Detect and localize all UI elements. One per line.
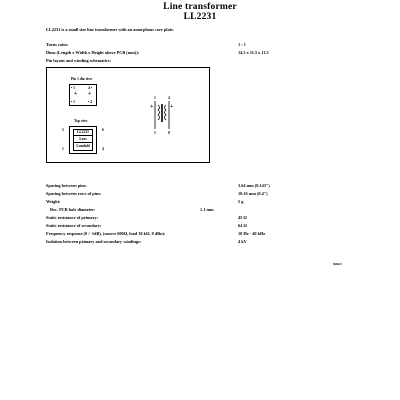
spec-label-res-primary: Static resistance of primary: — [46, 215, 99, 220]
spec-value-weight: 5 g — [238, 199, 244, 204]
spec-value-row-spacing: 10.16 mm (0.4") — [238, 191, 268, 196]
pcb-pin-tr: 4 • — [88, 86, 92, 90]
top-pin-bl: 1 — [62, 147, 64, 151]
spec-label-turns: Turns ratio: — [46, 42, 69, 47]
spec-value-dims: 14.5 x 11.5 x 11.5 — [238, 50, 269, 55]
spec-value-turns: 1 : 1 — [238, 42, 246, 47]
pcb-plus-left: + — [74, 91, 78, 97]
spec-label-dims: Dims (Length x Width x Height above PCB (mm)): — [46, 50, 140, 55]
spec-label-pinlayout: Pin layout and winding schematics: — [46, 58, 111, 63]
schematic-plus-left: + — [150, 104, 154, 110]
spec-label-hole: Rec. PCB hole diameter: — [50, 207, 96, 212]
top-pin-tr: 6 — [102, 128, 104, 132]
spec-value-res-secondary: 64 Ω — [238, 223, 247, 228]
pcb-pin-bl: • 1 — [71, 100, 75, 104]
top-marking-model: LL2231 — [74, 130, 92, 136]
schematic-plus-right: + — [170, 104, 174, 110]
spec-label-isolation: Isolation between primary and secondary windings: — [46, 239, 142, 244]
top-marking-line3: Lundahl — [74, 142, 92, 149]
spec-value-hole: 1.1 mm — [200, 207, 214, 212]
spec-value-freq: 10 Hz - 40 kHz — [238, 231, 266, 236]
pcb-pin-br: • 4 — [88, 100, 92, 104]
top-view-label: Top view — [74, 119, 88, 123]
top-marking-line2: Lars — [79, 137, 87, 141]
pcb-view-box — [69, 84, 97, 106]
spec-value-pin-spacing: 3.64 mm (0.143") — [238, 183, 270, 188]
schematic-pin-b1: 5 — [154, 131, 156, 135]
page-title: Line transformer — [163, 2, 237, 12]
spec-label-pin-spacing: Spacing between pins: — [46, 183, 87, 188]
top-pin-br: 4 — [102, 147, 104, 151]
schematic-pin-t1: 1 — [154, 96, 156, 100]
pcb-view-label: Pin 1 dia view — [71, 77, 93, 81]
schematic-pin-t2: 4 — [168, 96, 170, 100]
spec-label-freq: Frequency response (0 / -1dB), (source 600Ω, load 10 kΩ, 0 dBu): — [46, 231, 166, 236]
top-view-box — [69, 126, 97, 154]
spec-label-res-secondary: Static resistance of secondary: — [46, 223, 102, 228]
spec-label-row-spacing: Spacing between rows of pins: — [46, 191, 102, 196]
spec-value-isolation: 4 kV — [238, 239, 247, 244]
winding-schematic-icon — [147, 95, 177, 135]
top-pin-tl: 5 — [62, 128, 64, 132]
pin-layout-diagram — [46, 67, 210, 163]
model-number: LL2231 — [183, 12, 217, 22]
intro-text: LL2231 is a small size line transformer with an amorphous core plate. — [46, 27, 175, 32]
pcb-pin-tl: • 1 — [71, 86, 75, 90]
top-view-marking — [73, 129, 93, 151]
spec-label-weight: Weight: — [46, 199, 61, 204]
document-code: 060621 — [333, 262, 342, 266]
spec-value-res-primary: 45 Ω — [238, 215, 247, 220]
schematic-pin-b2: 8 — [168, 131, 170, 135]
pcb-plus-right: + — [88, 91, 92, 97]
